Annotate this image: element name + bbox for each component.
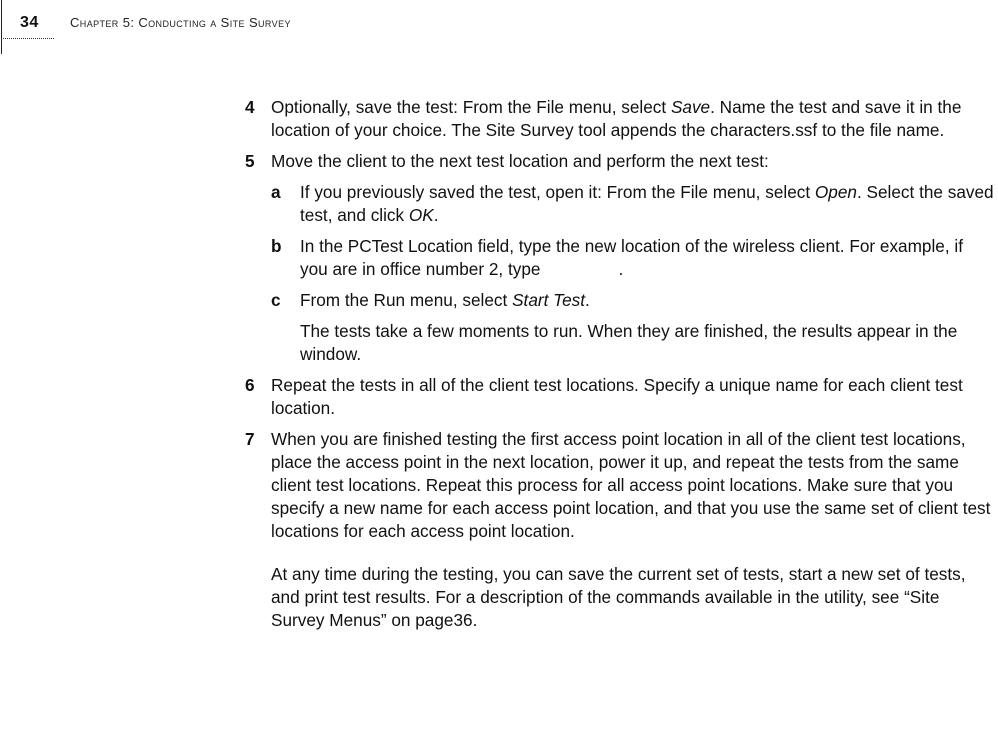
substep-list xyxy=(271,181,995,366)
substep-text: . xyxy=(433,205,439,225)
step-4 xyxy=(243,96,995,142)
substep-letter: b xyxy=(271,236,282,256)
step-number: 7 xyxy=(245,429,255,449)
header-dotted-rule xyxy=(1,38,54,39)
step-number: 4 xyxy=(245,97,255,117)
substep-c xyxy=(271,289,995,312)
step-text: Optionally, save the test: From the File menu, select xyxy=(271,97,671,117)
step-text: Repeat the tests in all of the client test locations. Specify a unique name for each client test location. xyxy=(271,375,963,418)
step-number: 5 xyxy=(245,151,255,171)
substep-text: From the Run menu, select xyxy=(300,290,513,310)
menu-item-open: Open xyxy=(814,182,857,202)
step-text: When you are finished testing the first access point location in all of the client test locations, place the access point in the next location, power it up, and repeat the tests from the same client test locations. Repeat this process for all access point locations. Make sure that you specify a new name for each access point location, and that you use the same set of client test locations for each access point location. xyxy=(271,429,991,541)
header-vertical-rule xyxy=(1,0,2,54)
step-7 xyxy=(243,428,995,543)
step-number: 6 xyxy=(245,375,255,395)
substep-text: . xyxy=(585,290,590,310)
step-6 xyxy=(243,374,995,420)
step-text: Move the client to the next test location and perform the next test: xyxy=(271,151,769,171)
substep-text: In the PCTest Location field, type the new location of the wireless client. For example, if you are in office number 2, type xyxy=(300,236,964,279)
page-body xyxy=(243,96,995,632)
page-number: 34 xyxy=(20,14,39,31)
step-text: . Name the test and save it in the location of your choice. The Site Survey tool appends the characters.ssf to the file name. xyxy=(271,97,962,140)
substep-c-note: The tests take a few moments to run. When they are finished, the results appear in the window. xyxy=(300,321,958,364)
menu-item-save: Save xyxy=(670,97,711,117)
substep-text: If you previously saved the test, open it: From the File menu, select xyxy=(300,182,815,202)
substep-text: . Select the saved test, and click xyxy=(300,182,994,225)
closing-paragraph: At any time during the testing, you can save the current set of tests, start a new set of tests, and print test results. For a description of the commands available in the utility, see “Site Survey Menus” on page36. xyxy=(271,564,966,630)
substep-letter: a xyxy=(271,182,281,202)
substep-a xyxy=(271,181,995,227)
substep-b xyxy=(271,235,995,281)
chapter-title: Chapter 5: Conducting a Site Survey xyxy=(70,15,291,30)
page-header xyxy=(0,0,998,60)
menu-item-start-test: Start Test xyxy=(512,290,585,310)
step-5 xyxy=(243,150,995,366)
substep-text: . xyxy=(618,259,624,279)
substep-letter: c xyxy=(271,290,281,310)
button-ok-ref: OK xyxy=(408,205,434,225)
